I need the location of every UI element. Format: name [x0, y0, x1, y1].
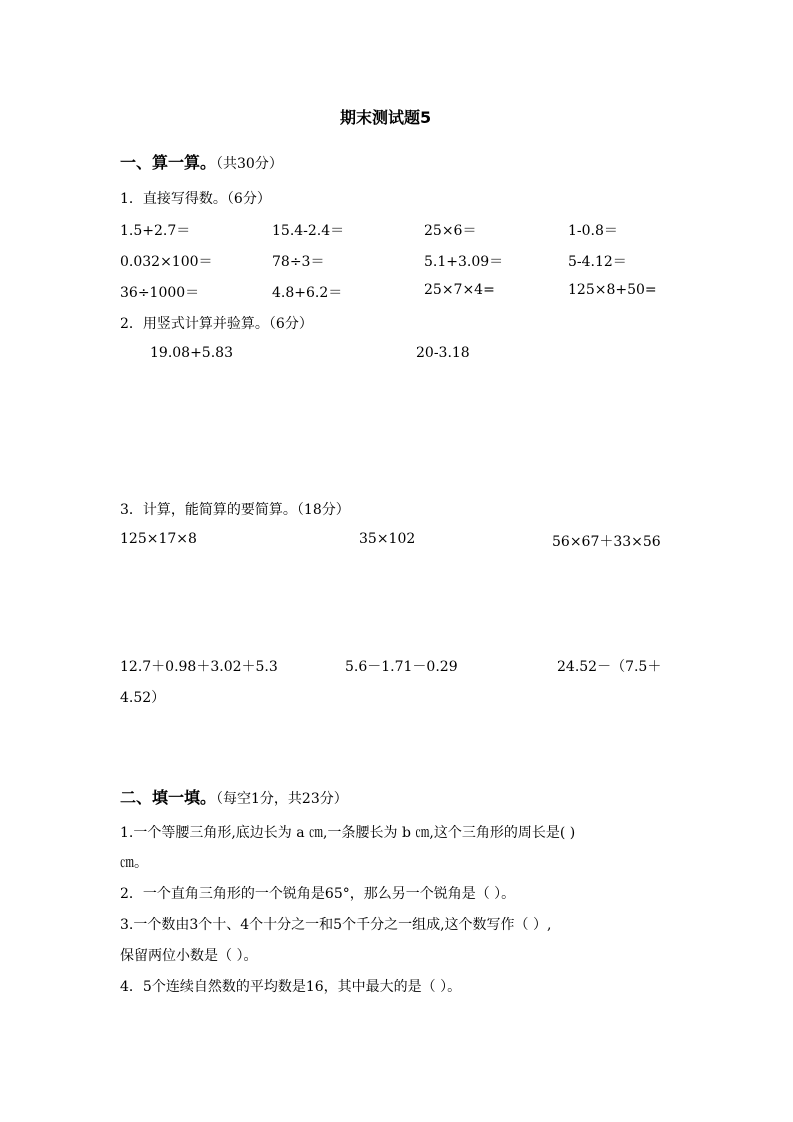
section2-heading-text: 二、填一填。	[120, 788, 217, 807]
s2-q4: 4．5个连续自然数的平均数是16，其中最大的是（ ）。	[120, 979, 462, 995]
q1-cell: 1.5+2.7＝	[120, 223, 191, 239]
q3-item: 5.6－1.71－0.29	[345, 659, 458, 675]
section1-score-note: （共30分）	[216, 156, 283, 172]
q3-item: 56×67＋33×56	[552, 534, 661, 550]
q2-item: 19.08+5.83	[150, 345, 233, 361]
q1-cell: 78÷3＝	[272, 254, 325, 270]
s2-q2: 2．一个直角三角形的一个锐角是65°，那么另一个锐角是（ ）。	[120, 886, 516, 902]
section1-heading	[120, 150, 283, 173]
q1-cell: 25×7×4=	[424, 282, 495, 298]
page-title: 期末测试题5	[340, 108, 432, 127]
q3-prompt: 3．计算，能简算的要简算。（18分）	[120, 502, 350, 518]
q2-prompt: 2．用竖式计算并验算。（6分）	[120, 316, 313, 332]
q3-item: 12.7＋0.98＋3.02＋5.3	[120, 659, 278, 675]
q3-item: 125×17×8	[120, 531, 197, 547]
s2-q1-line1: 1.一个等腰三角形,底边长为 a ㎝,一条腰长为 b ㎝,这个三角形的周长是( )	[120, 825, 576, 841]
q1-cell: 36÷1000＝	[120, 285, 200, 301]
section1-heading-text: 一、算一算。	[120, 153, 217, 172]
q1-cell: 15.4-2.4＝	[272, 223, 345, 239]
q1-cell: 0.032×100＝	[120, 254, 213, 270]
s2-q1-line2: ㎝。	[120, 855, 148, 871]
q3-item-wrap: 4.52）	[120, 690, 166, 706]
s2-q3-line2: 保留两位小数是（ ）。	[120, 948, 258, 964]
q3-item: 35×102	[359, 531, 416, 547]
section2-score-note: （每空1分，共23分）	[216, 791, 348, 807]
q3-item: 24.52－（7.5＋	[557, 659, 662, 675]
section2-heading	[120, 785, 348, 808]
q2-item: 20-3.18	[416, 345, 470, 361]
q1-cell: 125×8+50=	[568, 282, 657, 298]
q1-cell: 5.1+3.09＝	[424, 254, 504, 270]
q1-cell: 5-4.12＝	[568, 254, 627, 270]
q1-prompt: 1．直接写得数。（6分）	[120, 191, 271, 207]
s2-q3-line1: 3.一个数由3个十、4个十分之一和5个千分之一组成,这个数写作（ ）,	[120, 917, 552, 933]
q1-cell: 25×6＝	[424, 223, 477, 239]
q1-cell: 4.8+6.2＝	[272, 285, 343, 301]
q1-cell: 1-0.8＝	[568, 223, 618, 239]
